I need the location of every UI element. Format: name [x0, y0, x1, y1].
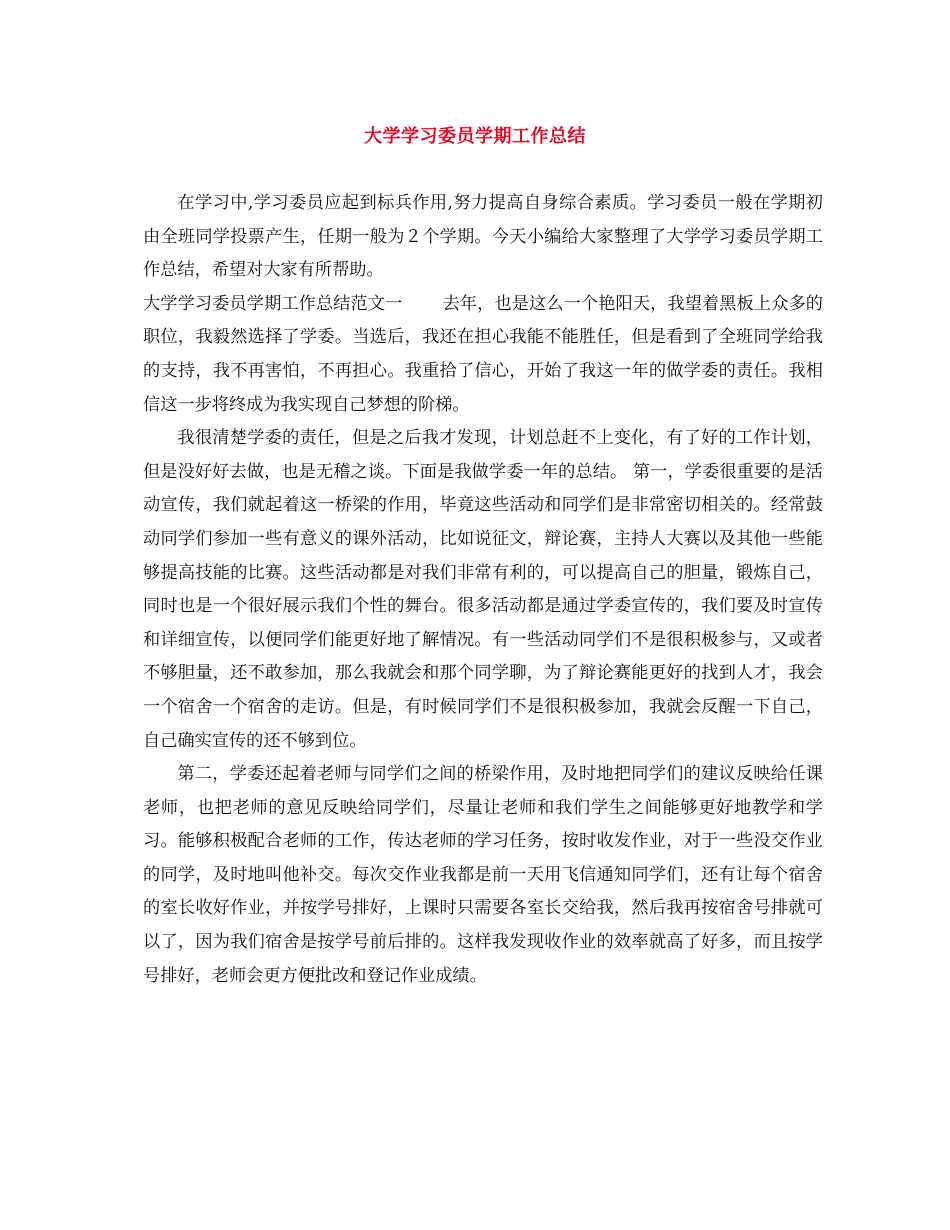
body-paragraph-2: 我很清楚学委的责任，但是之后我才发现，计划总赶不上变化，有了好的工作计划，但是没好好去做，也是无稽之谈。下面是我做学委一年的总结。 第一，学委很重要的是活动宣传，我们就起着这一桥梁的作用，毕竟这些活动和同学们是非常密切相关的。经常鼓动同学们参加一些有意义的课外活动，比如说征文，辩论赛，主持人大赛以及其他一些能够提高技能的比赛。这些活动都是对我们非常有利的，可以提高自己的胆量，锻炼自己，同时也是一个很好展示我们个性的舞台。很多活动都是通过学委宣传的，我们要及时宣传和详细宣传，以便同学们能更好地了解情况。有一些活动同学们不是很积极参与，又或者不够胆量，还不敢参加，那么我就会和那个同学聊，为了辩论赛能更好的找到人才，我会一个宿舍一个宿舍的走访。但是，有时候同学们不是很积极参加，我就会反醒一下自己，自己确实宣传的还不够到位。 [143, 428, 823, 751]
intro-paragraph: 在学习中,学习委员应起到标兵作用,努力提高自身综合素质。学习委员一般在学期初由全班同学投票产生，任期一般为２个学期。今天小编给大家整理了大学学习委员学期工作总结，希望对大家有所帮助。 [143, 193, 823, 281]
document-title: 大学学习委员学期工作总结 [364, 126, 586, 147]
section-heading: 大学学习委员学期工作总结范文一 [143, 293, 403, 314]
section-text: 去年，也是这么一个艳阳天，我望着黑板上众多的职位，我毅然选择了学委。当选后，我还在担心我能不能胜任，但是看到了全班同学给我的支持，我不再害怕，不再担心。我重拾了信心，开始了我这一年的做学委的责任。我相信这一步将终成为我实现自己梦想的阶梯。 [143, 293, 823, 415]
section-paragraph [143, 288, 823, 422]
document-body [143, 187, 823, 993]
body-paragraph-3: 第二，学委还起着老师与同学们之间的桥梁作用，及时地把同学们的建议反映给任课老师，也把老师的意见反映给同学们，尽量让老师和我们学生之间能够更好地教学和学习。能够积极配合老师的工作，传达老师的学习任务，按时收发作业，对于一些没交作业的同学，及时地叫他补交。每次交作业我都是前一天用飞信通知同学们，还有让每个宿舍的室长收好作业，并按学号排好，上课时只需要各室长交给我，然后我再按宿舍号排就可以了，因为我们宿舍是按学号前后排的。这样我发现收作业的效率就高了好多，而且按学号排好，老师会更方便批改和登记作业成绩。 [143, 764, 823, 986]
